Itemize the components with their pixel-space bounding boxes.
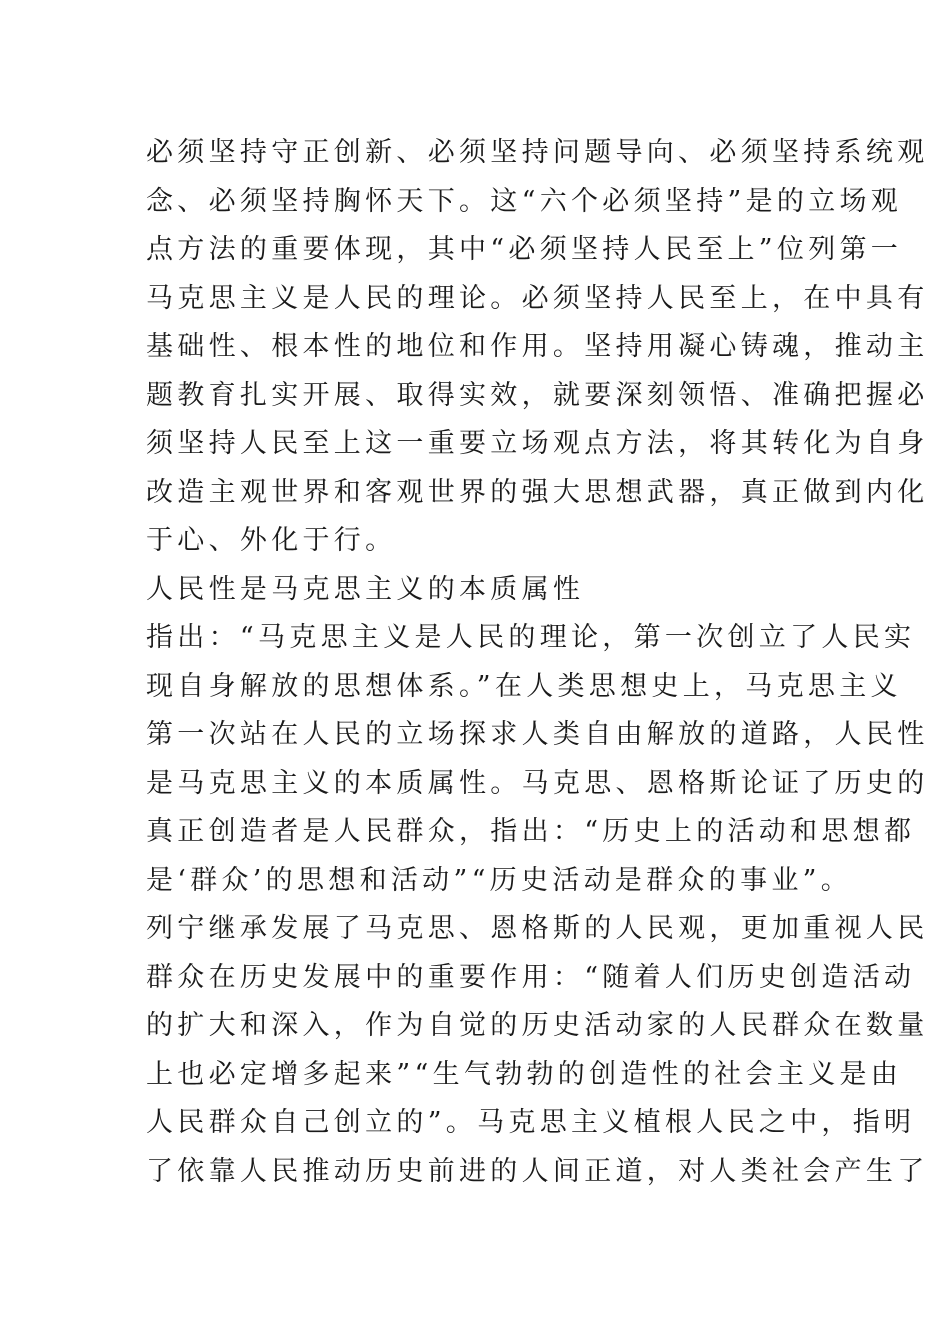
text-line: 题教育扎实开展、取得实效，就要深刻领悟、准确把握必 [146,379,929,411]
text-line: 的扩大和深入，作为自觉的历史活动家的人民群众在数量 [146,1010,929,1041]
text-line: 是‘群众’的思想和活动”“历史活动是群众的事业”。 [146,864,853,896]
text-line: 第一次站在人民的立场探求人类自由解放的道路，人民性 [146,719,929,750]
section-heading: 人民性是马克思主义的本质属性 [146,573,585,605]
text-line: 马克思主义是人民的理论。必须坚持人民至上，在中具有 [146,282,929,314]
text-line: 人民群众自己创立的”。马克思主义植根人民之中，指明 [146,1107,916,1138]
text-line: 群众在历史发展中的重要作用：“随着人们历史创造活动 [146,961,916,993]
document-body [146,129,929,1196]
text-line: 基础性、根本性的地位和作用。坚持用凝心铸魂，推动主 [146,331,929,362]
text-line: 点方法的重要体现，其中“必须坚持人民至上”位列第一 [146,234,903,265]
text-line: 列宁继承发展了马克思、恩格斯的人民观，更加重视人民 [146,913,929,944]
text-line: 了依靠人民推动历史前进的人间正道，对人类社会产生了 [146,1155,929,1187]
text-line: 现自身解放的思想体系。”在人类思想史上，马克思主义 [146,670,902,702]
text-line: 改造主观世界和客观世界的强大思想武器，真正做到内化 [146,476,929,508]
text-line: 指出：“马克思主义是人民的理论，第一次创立了人民实 [146,622,916,653]
text-line: 须坚持人民至上这一重要立场观点方法，将其转化为自身 [146,428,929,459]
text-line: 念、必须坚持胸怀天下。这“六个必须坚持”是的立场观 [146,185,903,217]
text-line: 真正创造者是人民群众，指出：“历史上的活动和思想都 [146,816,916,847]
text-line: 上也必定增多起来”“生气勃勃的创造性的社会主义是由 [146,1058,903,1090]
text-line: 于心、外化于行。 [146,525,397,556]
text-line: 必须坚持守正创新、必须坚持问题导向、必须坚持系统观 [146,137,929,168]
text-line: 是马克思主义的本质属性。马克思、恩格斯论证了历史的 [146,767,929,799]
